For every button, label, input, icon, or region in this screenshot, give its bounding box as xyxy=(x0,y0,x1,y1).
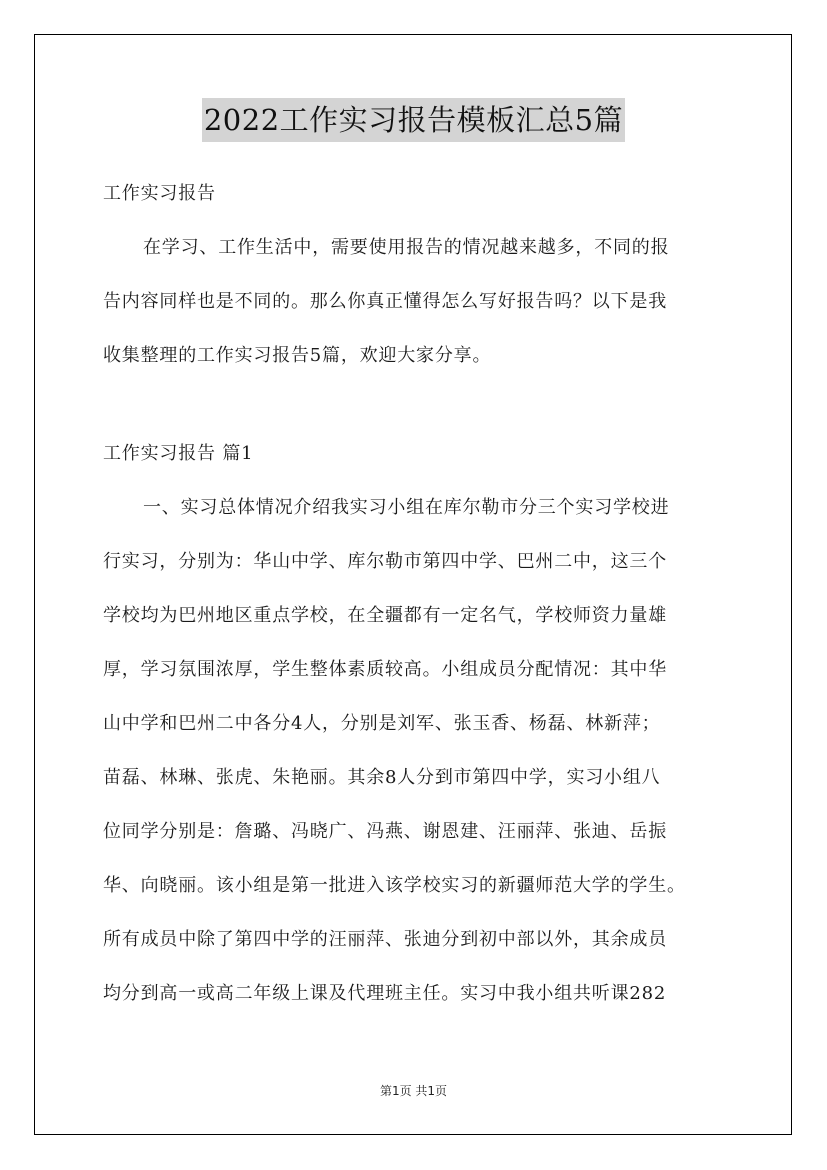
paragraph-line: 位同学分别是：詹璐、冯晓广、冯燕、谢恩建、汪丽萍、张迪、岳振 xyxy=(103,821,667,842)
paragraph-line: 学校均为巴州地区重点学校，在全疆都有一定名气，学校师资力量雄 xyxy=(103,605,667,626)
intro-paragraph xyxy=(103,232,743,372)
paragraph-line: 厚，学习氛围浓厚，学生整体素质较高。小组成员分配情况：其中华 xyxy=(103,659,667,680)
paragraph-line: 告内容同样也是不同的。那么你真正懂得怎么写好报告吗？以下是我 xyxy=(103,291,667,312)
page-footer: 第1页 共1页 xyxy=(379,1084,448,1098)
document-body xyxy=(103,178,743,1032)
section1-heading: 工作实习报告 篇1 xyxy=(103,443,254,464)
paragraph-line: 一、实习总体情况介绍我实习小组在库尔勒市分三个实习学校进 xyxy=(143,497,670,518)
section1-paragraph xyxy=(103,492,743,1010)
paragraph-line: 均分到高一或高二年级上课及代理班主任。实习中我小组共听课282 xyxy=(103,983,667,1004)
paragraph-line: 收集整理的工作实习报告5篇，欢迎大家分享。 xyxy=(103,345,492,366)
document-title: 2022工作实习报告模板汇总5篇 xyxy=(202,98,625,142)
intro-heading: 工作实习报告 xyxy=(103,183,216,204)
paragraph-line: 在学习、工作生活中，需要使用报告的情况越来越多，不同的报 xyxy=(143,237,670,258)
section-spacer xyxy=(103,394,743,438)
paragraph-line: 苗磊、林琳、张虎、朱艳丽。其余8人分到市第四中学，实习小组八 xyxy=(103,767,661,788)
title-container xyxy=(0,98,827,142)
paragraph-line: 行实习，分别为：华山中学、库尔勒市第四中学、巴州二中，这三个 xyxy=(103,551,667,572)
paragraph-line: 山中学和巴州二中各分4人，分别是刘军、张玉香、杨磊、林新萍； xyxy=(103,713,661,734)
paragraph-line: 华、向晓丽。该小组是第一批进入该学校实习的新疆师范大学的学生。 xyxy=(103,875,686,896)
paragraph-line: 所有成员中除了第四中学的汪丽萍、张迪分到初中部以外，其余成员 xyxy=(103,929,667,950)
